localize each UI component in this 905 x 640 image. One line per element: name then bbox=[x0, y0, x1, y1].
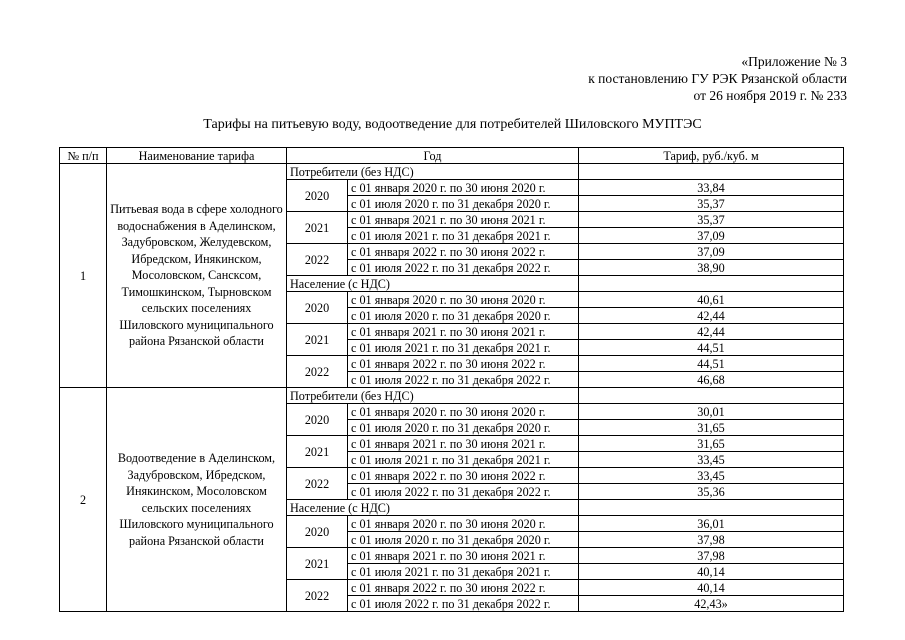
document-title: Тарифы на питьевую воду, водоотведение для потребителей Шиловского МУПТЭС bbox=[203, 117, 702, 132]
tariff-value-cell: 35,36 bbox=[579, 484, 844, 500]
period-cell: с 01 января 2022 г. по 30 июня 2022 г. bbox=[348, 468, 579, 484]
column-header-year: Год bbox=[287, 148, 579, 164]
group-empty-cell bbox=[579, 500, 844, 516]
tariff-value-cell: 31,65 bbox=[579, 436, 844, 452]
tariff-value-cell: 46,68 bbox=[579, 372, 844, 388]
consumer-group-label: Потребители (без НДС) bbox=[287, 164, 579, 180]
tariff-value-cell: 38,90 bbox=[579, 260, 844, 276]
period-cell: с 01 июля 2022 г. по 31 декабря 2022 г. bbox=[348, 596, 579, 612]
appendix-line-1: «Приложение № 3 bbox=[741, 54, 847, 69]
year-cell: 2022 bbox=[287, 580, 348, 612]
tariff-value-cell: 42,44 bbox=[579, 324, 844, 340]
year-cell: 2020 bbox=[287, 516, 348, 548]
year-cell: 2021 bbox=[287, 212, 348, 244]
year-cell: 2020 bbox=[287, 404, 348, 436]
row-number: 1 bbox=[60, 164, 107, 388]
tariff-value-cell: 33,84 bbox=[579, 180, 844, 196]
tariff-value-cell: 35,37 bbox=[579, 196, 844, 212]
tariff-value-cell: 35,37 bbox=[579, 212, 844, 228]
year-cell: 2020 bbox=[287, 292, 348, 324]
year-cell: 2021 bbox=[287, 436, 348, 468]
period-cell: с 01 июля 2021 г. по 31 декабря 2021 г. bbox=[348, 340, 579, 356]
period-cell: с 01 января 2022 г. по 30 июня 2022 г. bbox=[348, 356, 579, 372]
tariff-value-cell: 37,98 bbox=[579, 532, 844, 548]
consumer-group-label: Население (с НДС) bbox=[287, 276, 579, 292]
table-row bbox=[60, 388, 844, 404]
group-empty-cell bbox=[579, 276, 844, 292]
group-empty-cell bbox=[579, 388, 844, 404]
period-cell: с 01 июля 2022 г. по 31 декабря 2022 г. bbox=[348, 260, 579, 276]
appendix-line-3: от 26 ноября 2019 г. № 233 bbox=[693, 88, 847, 103]
period-cell: с 01 января 2021 г. по 30 июня 2021 г. bbox=[348, 548, 579, 564]
table-row bbox=[60, 164, 844, 180]
year-cell: 2022 bbox=[287, 356, 348, 388]
period-cell: с 01 января 2022 г. по 30 июня 2022 г. bbox=[348, 580, 579, 596]
year-cell: 2022 bbox=[287, 244, 348, 276]
row-number: 2 bbox=[60, 388, 107, 612]
column-header-number: № п/п bbox=[60, 148, 107, 164]
period-cell: с 01 января 2020 г. по 30 июня 2020 г. bbox=[348, 292, 579, 308]
tariff-table bbox=[59, 147, 844, 612]
period-cell: с 01 января 2022 г. по 30 июня 2022 г. bbox=[348, 244, 579, 260]
period-cell: с 01 января 2021 г. по 30 июня 2021 г. bbox=[348, 212, 579, 228]
tariff-value-cell: 31,65 bbox=[579, 420, 844, 436]
tariff-value-cell: 40,61 bbox=[579, 292, 844, 308]
appendix-header bbox=[588, 53, 847, 104]
tariff-value-cell: 42,44 bbox=[579, 308, 844, 324]
column-header-tariff-value: Тариф, руб./куб. м bbox=[579, 148, 844, 164]
period-cell: с 01 января 2020 г. по 30 июня 2020 г. bbox=[348, 180, 579, 196]
year-cell: 2021 bbox=[287, 548, 348, 580]
tariff-name: Водоотведение в Аделинском, Задубровском, Ибредском, Инякинском, Мосоловском сельских поселениях Шиловского муниципального района Рязанской области bbox=[107, 388, 287, 612]
year-cell: 2022 bbox=[287, 468, 348, 500]
tariff-value-cell: 37,09 bbox=[579, 228, 844, 244]
period-cell: с 01 июля 2020 г. по 31 декабря 2020 г. bbox=[348, 532, 579, 548]
tariff-value-cell: 36,01 bbox=[579, 516, 844, 532]
consumer-group-label: Потребители (без НДС) bbox=[287, 388, 579, 404]
tariff-value-cell: 44,51 bbox=[579, 340, 844, 356]
table-header-row bbox=[60, 148, 844, 164]
period-cell: с 01 июля 2020 г. по 31 декабря 2020 г. bbox=[348, 196, 579, 212]
group-empty-cell bbox=[579, 164, 844, 180]
tariff-value-cell: 40,14 bbox=[579, 564, 844, 580]
tariff-value-cell: 37,98 bbox=[579, 548, 844, 564]
consumer-group-label: Население (с НДС) bbox=[287, 500, 579, 516]
period-cell: с 01 января 2021 г. по 30 июня 2021 г. bbox=[348, 324, 579, 340]
tariff-value-cell: 44,51 bbox=[579, 356, 844, 372]
period-cell: с 01 января 2021 г. по 30 июня 2021 г. bbox=[348, 436, 579, 452]
tariff-value-cell: 30,01 bbox=[579, 404, 844, 420]
tariff-value-cell: 33,45 bbox=[579, 452, 844, 468]
period-cell: с 01 июля 2022 г. по 31 декабря 2022 г. bbox=[348, 372, 579, 388]
column-header-tariff-name: Наименование тарифа bbox=[107, 148, 287, 164]
period-cell: с 01 января 2020 г. по 30 июня 2020 г. bbox=[348, 404, 579, 420]
period-cell: с 01 июля 2022 г. по 31 декабря 2022 г. bbox=[348, 484, 579, 500]
period-cell: с 01 июля 2020 г. по 31 декабря 2020 г. bbox=[348, 308, 579, 324]
period-cell: с 01 января 2020 г. по 30 июня 2020 г. bbox=[348, 516, 579, 532]
year-cell: 2020 bbox=[287, 180, 348, 212]
period-cell: с 01 июля 2021 г. по 31 декабря 2021 г. bbox=[348, 564, 579, 580]
tariff-value-cell: 40,14 bbox=[579, 580, 844, 596]
period-cell: с 01 июля 2021 г. по 31 декабря 2021 г. bbox=[348, 228, 579, 244]
period-cell: с 01 июля 2020 г. по 31 декабря 2020 г. bbox=[348, 420, 579, 436]
table-body bbox=[60, 164, 844, 612]
period-cell: с 01 июля 2021 г. по 31 декабря 2021 г. bbox=[348, 452, 579, 468]
appendix-line-2: к постановлению ГУ РЭК Рязанской области bbox=[588, 71, 847, 86]
year-cell: 2021 bbox=[287, 324, 348, 356]
tariff-value-cell: 37,09 bbox=[579, 244, 844, 260]
tariff-name: Питьевая вода в сфере холодного водоснабжения в Аделинском, Задубровском, Желудевском, Ибредском, Инякинском, Мосоловском, Сансксом, Тимошкинском, Тырновском сельских поселениях Шиловского муниципального района Рязанской области bbox=[107, 164, 287, 388]
tariff-value-cell: 42,43» bbox=[579, 596, 844, 612]
tariff-value-cell: 33,45 bbox=[579, 468, 844, 484]
